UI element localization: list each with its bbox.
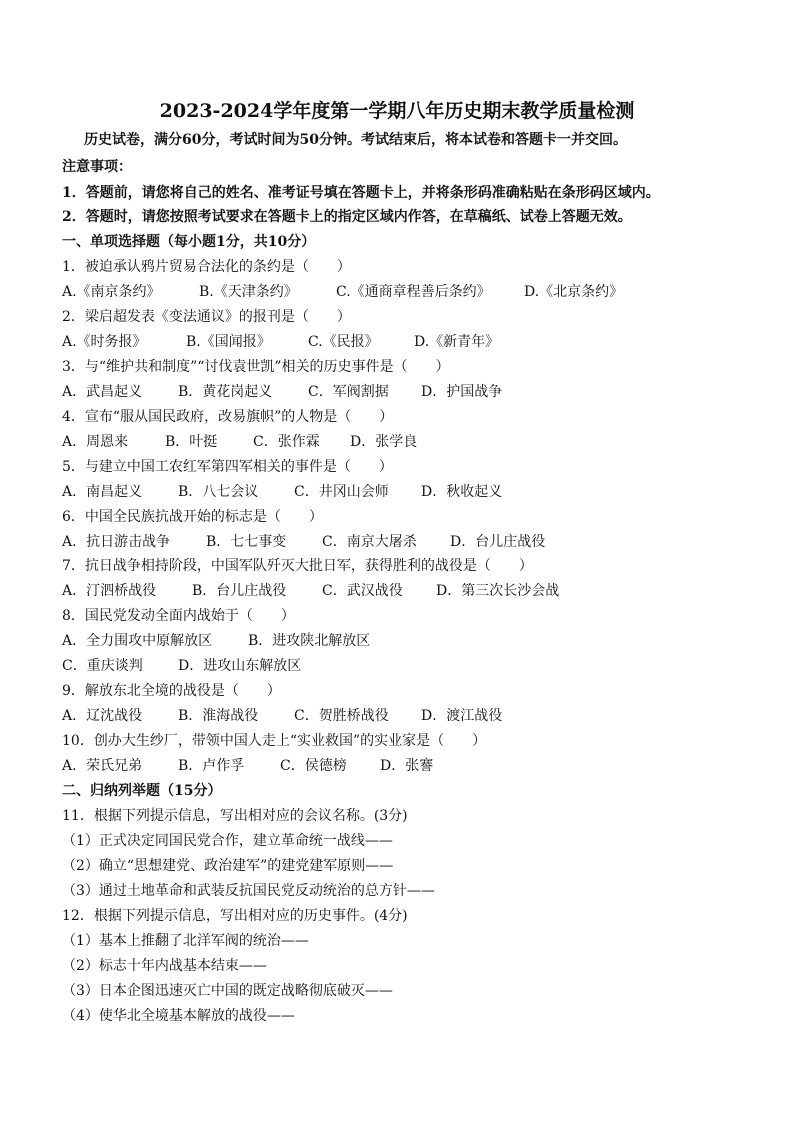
question-10-option-d: D．张謇 [380, 758, 434, 774]
exam-intro: 历史试卷，满分60分，考试时间为50分钟。考试结束后，将本试卷和答题卡一并交回。 [84, 132, 627, 148]
section-1-heading: 一、单项选择题（每小题1分，共10分） [62, 234, 316, 250]
question-5-option-d: D．秋收起义 [421, 484, 503, 500]
exam-title: 2023-2024学年度第一学期八年历史期末教学质量检测 [159, 100, 635, 122]
question-6-stem: 6．中国全民族抗战开始的标志是（ ） [62, 509, 323, 525]
question-4-option-a: A．周恩来 [62, 434, 129, 450]
question-7-option-c: C．武汉战役 [322, 583, 403, 599]
question-12-item-3: （3）日本企图迅速灭亡中国的既定战略彻底破灭—— [62, 983, 393, 999]
question-2-option-c: C.《民报》 [308, 334, 379, 350]
question-10-stem: 10．创办大生纱厂，带领中国人走上“实业救国”的实业家是（ ） [62, 733, 487, 749]
notice-1: 1．答题前，请您将自己的姓名、准考证号填在答题卡上，并将条形码准确粘贴在条形码区域内。 [62, 185, 660, 201]
question-3-option-b: B．黄花岗起义 [178, 384, 273, 400]
question-10-option-a: A．荣氏兄弟 [62, 758, 143, 774]
question-4-option-c: C．张作霖 [253, 434, 320, 450]
question-11-stem: 11．根据下列提示信息，写出相对应的会议名称。(3分) [62, 808, 408, 824]
question-12-item-2: （2）标志十年内战基本结束—— [62, 958, 267, 974]
question-7-stem: 7．抗日战争相持阶段，中国军队歼灭大批日军，获得胜利的战役是（ ） [62, 558, 533, 574]
question-9-option-d: D．渡江战役 [421, 708, 503, 724]
question-4-option-d: D．张学良 [350, 434, 418, 450]
question-1-option-c: C.《通商章程善后条约》 [336, 284, 491, 300]
question-9-option-b: B．淮海战役 [178, 708, 259, 724]
question-8-option-a: A．全力围攻中原解放区 [62, 633, 213, 649]
question-1-option-d: D.《北京条约》 [524, 284, 624, 300]
question-3-option-c: C．军阀割据 [308, 384, 389, 400]
question-3-option-d: D．护国战争 [421, 384, 503, 400]
question-7-option-d: D．第三次长沙会战 [436, 583, 560, 599]
question-8-option-d: D．进攻山东解放区 [178, 658, 302, 674]
question-1-option-b: B.《天津条约》 [199, 284, 298, 300]
question-5-option-a: A．南昌起义 [62, 484, 143, 500]
question-9-option-c: C．贺胜桥战役 [294, 708, 389, 724]
question-12-stem: 12．根据下列提示信息，写出相对应的历史事件。(4分) [62, 908, 408, 924]
question-5-stem: 5．与建立中国工农红军第四军相关的事件是（ ） [62, 459, 393, 475]
question-8-option-b: B．进攻陕北解放区 [248, 633, 371, 649]
question-4-option-b: B．叶挺 [165, 434, 218, 450]
question-1-option-a: A.《南京条约》 [62, 284, 161, 300]
question-11-item-2: （2）确立“思想建党、政治建军”的建党建军原则—— [62, 858, 394, 874]
question-1-stem: 1．被迫承认鸦片贸易合法化的条约是（ ） [62, 259, 351, 275]
question-5-option-b: B．八七会议 [178, 484, 259, 500]
question-6-option-c: C．南京大屠杀 [322, 534, 417, 550]
question-3-stem: 3．与“维护共和制度”“讨伐袁世凯”相关的历史事件是（ ） [62, 359, 450, 375]
question-7-option-a: A．汀泗桥战役 [62, 583, 157, 599]
question-10-option-b: B．卢作孚 [178, 758, 245, 774]
question-11-item-1: （1）正式决定同国民党合作，建立革命统一战线—— [62, 833, 393, 849]
question-8-stem: 8．国民党发动全面内战始于（ ） [62, 608, 295, 624]
question-9-stem: 9．解放东北全境的战役是（ ） [62, 683, 281, 699]
question-9-option-a: A．辽沈战役 [62, 708, 143, 724]
question-2-stem: 2．梁启超发表《变法通议》的报刊是（ ） [62, 309, 351, 325]
notice-2: 2．答题时，请您按照考试要求在答题卡上的指定区域内作答，在草稿纸、试卷上答题无效。 [62, 209, 632, 225]
question-12-item-4: （4）使华北全境基本解放的战役—— [62, 1008, 295, 1024]
section-2-heading: 二、归纳列举题（15分） [62, 783, 222, 799]
notice-label: 注意事项： [62, 159, 132, 175]
question-6-option-a: A．抗日游击战争 [62, 534, 171, 550]
question-8-option-c: C．重庆谈判 [62, 658, 143, 674]
question-2-option-a: A.《时务报》 [62, 334, 147, 350]
question-4-stem: 4．宣布“服从国民政府，改易旗帜”的人物是（ ） [62, 409, 394, 425]
question-11-item-3: （3）通过土地革命和武装反抗国民党反动统治的总方针—— [62, 883, 435, 899]
question-2-option-b: B.《国闻报》 [186, 334, 271, 350]
question-3-option-a: A．武昌起义 [62, 384, 143, 400]
question-7-option-b: B．台儿庄战役 [192, 583, 287, 599]
question-6-option-b: B．七七事变 [206, 534, 287, 550]
question-2-option-d: D.《新青年》 [414, 334, 500, 350]
question-5-option-c: C．井冈山会师 [294, 484, 389, 500]
question-10-option-c: C．侯德榜 [280, 758, 347, 774]
question-6-option-d: D．台儿庄战役 [450, 534, 546, 550]
question-12-item-1: （1）基本上推翻了北洋军阀的统治—— [62, 933, 309, 949]
